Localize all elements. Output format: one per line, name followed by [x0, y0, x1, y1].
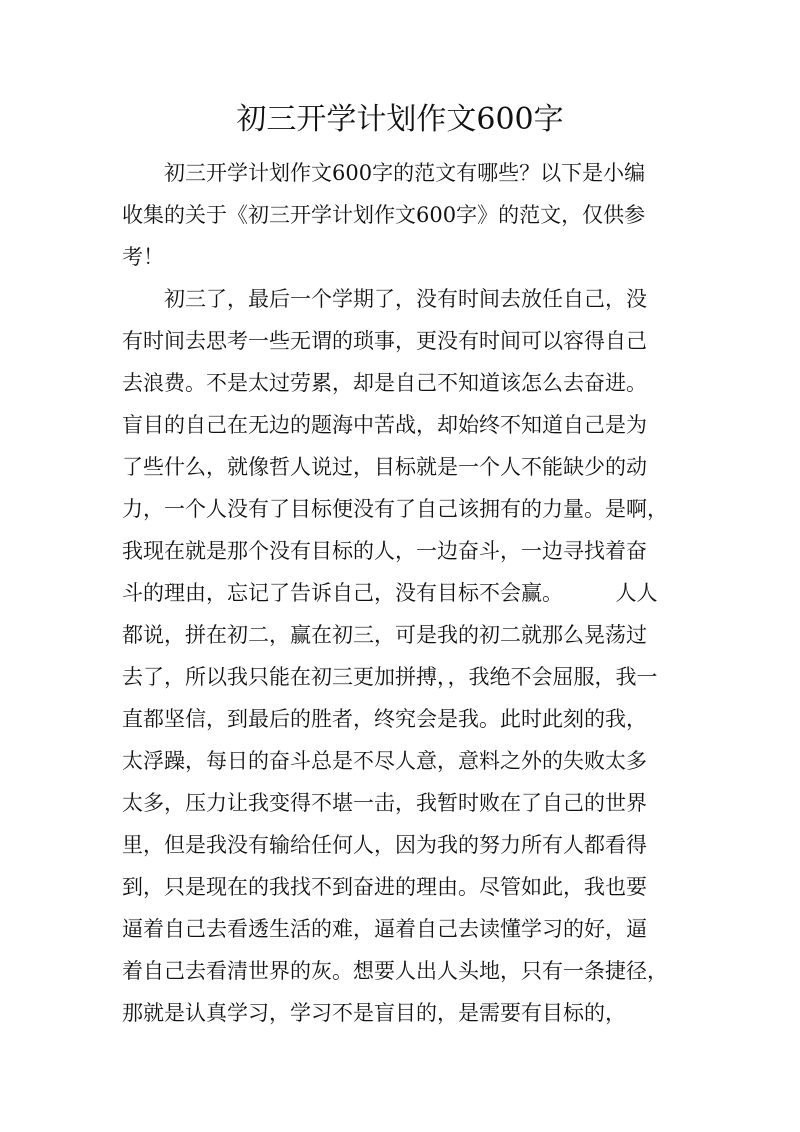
text-line: 去浪费。不是太过劳累，却是自己不知道该怎么去奋进。 — [122, 371, 647, 395]
text-line: 了些什么，就像哲人说过，目标就是一个人不能缺少的动 — [122, 455, 647, 479]
text-line: 着自己去看清世界的灰。想要人出人头地，只有一条捷径， — [122, 959, 668, 983]
text-line: 去了，所以我只能在初三更加拼搏，，我绝不会屈服，我一 — [122, 665, 658, 689]
document-body — [122, 152, 682, 1034]
text-line: 太浮躁，每日的奋斗总是不尽人意，意料之外的失败太多 — [122, 749, 647, 773]
text-line: 那就是认真学习，学习不是盲目的，是需要有目标的， — [122, 1001, 626, 1025]
text-line: 盲目的自己在无边的题海中苦战，却始终不知道自己是为 — [122, 413, 647, 437]
text-line: 都说，拼在初二，赢在初三，可是我的初二就那么晃荡过 — [122, 623, 647, 647]
text-line: 里，但是我没有输给任何人，因为我的努力所有人都看得 — [122, 833, 647, 857]
text-line: 我现在就是那个没有目标的人，一边奋斗，一边寻找着奋 — [122, 539, 647, 563]
text-line: 考！ — [122, 245, 164, 269]
text-line: 到，只是现在的我找不到奋进的理由。尽管如此，我也要 — [122, 875, 647, 899]
text-line: 力，一个人没有了目标便没有了自己该拥有的力量。是啊， — [122, 497, 668, 521]
text-line: 斗的理由，忘记了告诉自己，没有目标不会赢。 人人 — [122, 581, 658, 605]
text-line: 有时间去思考一些无谓的琐事，更没有时间可以容得自己 — [122, 329, 647, 353]
text-line: 直都坚信，到最后的胜者，终究会是我。此时此刻的我， — [122, 707, 647, 731]
text-line: 初三了，最后一个学期了，没有时间去放任自己，没 — [122, 287, 647, 311]
document-title: 初三开学计划作文600字 — [236, 102, 564, 137]
text-line: 初三开学计划作文600字的范文有哪些？以下是小编 — [122, 161, 646, 185]
text-line: 逼着自己去看透生活的难，逼着自己去读懂学习的好，逼 — [122, 917, 647, 941]
text-line: 太多，压力让我变得不堪一击，我暂时败在了自己的世界 — [122, 791, 647, 815]
text-line: 收集的关于《初三开学计划作文600字》的范文，仅供参 — [122, 203, 646, 227]
